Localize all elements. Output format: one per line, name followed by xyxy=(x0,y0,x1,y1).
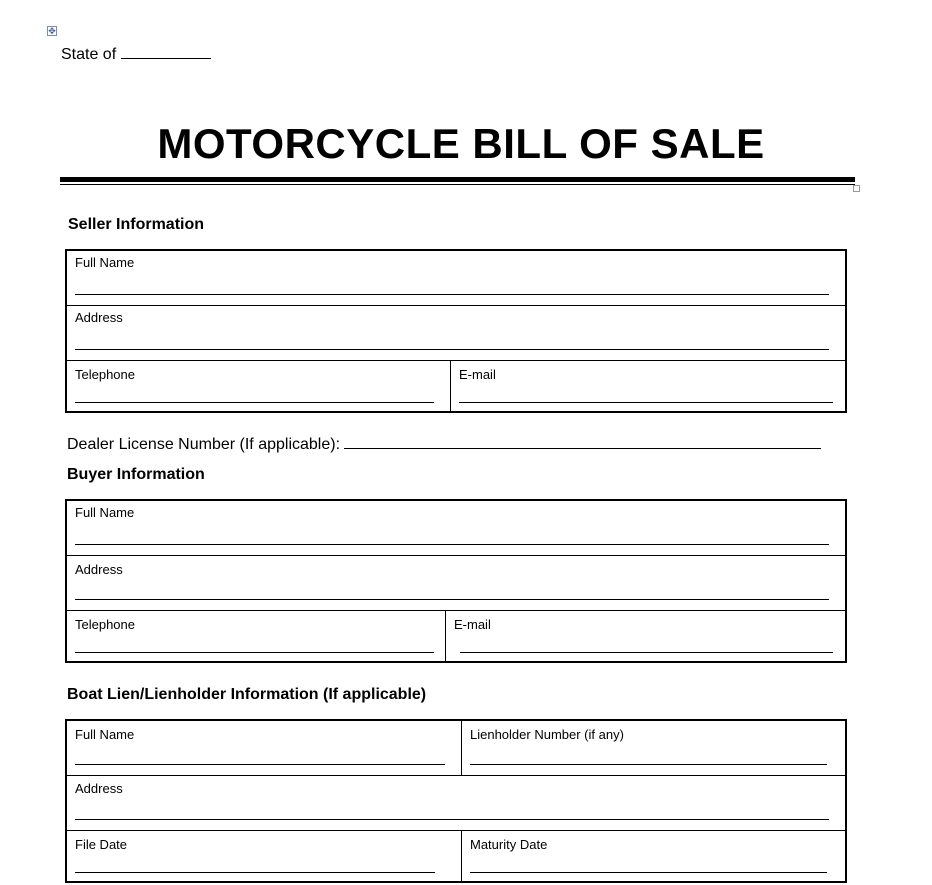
buyer-telephone-cell[interactable] xyxy=(67,611,445,663)
lien-address-label: Address xyxy=(75,781,123,796)
buyer-address-line xyxy=(75,599,829,600)
buyer-table xyxy=(65,499,847,663)
buyer-email-line xyxy=(460,652,833,653)
lien-number-line xyxy=(470,764,827,765)
buyer-full-name-cell[interactable] xyxy=(67,501,845,555)
lien-full-name-label: Full Name xyxy=(75,727,135,742)
seller-table xyxy=(65,249,847,413)
seller-row-contact xyxy=(67,361,845,413)
lien-table xyxy=(65,719,847,883)
lien-full-name-cell[interactable] xyxy=(67,721,461,775)
state-label: State of xyxy=(61,46,117,63)
lien-full-name-line xyxy=(75,764,445,765)
buyer-row-name xyxy=(67,501,845,556)
seller-full-name-label: Full Name xyxy=(75,255,135,270)
seller-address-cell[interactable] xyxy=(67,306,845,360)
resize-handle-icon[interactable] xyxy=(853,185,860,192)
buyer-row-address xyxy=(67,556,845,611)
lien-file-date-cell[interactable] xyxy=(67,831,461,883)
lien-heading: Boat Lien/Lienholder Information (If applicable) xyxy=(67,686,427,703)
seller-row-address xyxy=(67,306,845,361)
seller-row-name xyxy=(67,251,845,306)
buyer-email-label: E-mail xyxy=(454,617,491,632)
table-move-handle-icon[interactable]: ✥ xyxy=(48,26,56,36)
seller-full-name-cell[interactable] xyxy=(67,251,845,305)
dealer-license-line xyxy=(67,434,821,454)
lien-row-address xyxy=(67,776,845,831)
buyer-address-cell[interactable] xyxy=(67,556,845,610)
lien-number-label: Lienholder Number (if any) xyxy=(470,727,624,742)
lien-number-cell[interactable] xyxy=(461,721,845,775)
seller-telephone-cell[interactable] xyxy=(67,361,450,413)
buyer-heading: Buyer Information xyxy=(67,466,205,483)
buyer-telephone-line xyxy=(75,652,434,653)
state-blank[interactable] xyxy=(121,44,211,59)
lien-address-line xyxy=(75,819,829,820)
seller-address-line xyxy=(75,349,829,350)
seller-email-label: E-mail xyxy=(459,367,496,382)
seller-full-name-line xyxy=(75,294,829,295)
lien-maturity-date-cell[interactable] xyxy=(461,831,845,883)
seller-address-label: Address xyxy=(75,310,123,325)
dealer-license-blank[interactable] xyxy=(344,434,821,449)
lien-maturity-date-line xyxy=(470,872,827,873)
seller-email-line xyxy=(459,402,833,403)
seller-email-cell[interactable] xyxy=(450,361,845,413)
seller-heading: Seller Information xyxy=(68,216,205,233)
buyer-address-label: Address xyxy=(75,562,123,577)
title-rule-thick xyxy=(60,177,855,182)
lien-address-cell[interactable] xyxy=(67,776,845,830)
dealer-license-label: Dealer License Number (If applicable): xyxy=(67,436,341,453)
title-rule-thin xyxy=(60,184,855,185)
page-title: MOTORCYCLE BILL OF SALE xyxy=(157,120,765,167)
lien-file-date-line xyxy=(75,872,435,873)
lien-file-date-label: File Date xyxy=(75,837,128,852)
lien-row-dates xyxy=(67,831,845,883)
seller-telephone-line xyxy=(75,402,434,403)
buyer-row-contact xyxy=(67,611,845,663)
lien-row-name xyxy=(67,721,845,776)
lien-maturity-date-label: Maturity Date xyxy=(470,837,548,852)
buyer-telephone-label: Telephone xyxy=(75,617,135,632)
seller-telephone-label: Telephone xyxy=(75,367,135,382)
buyer-email-cell[interactable] xyxy=(445,611,845,663)
buyer-full-name-label: Full Name xyxy=(75,505,135,520)
state-line xyxy=(61,44,211,64)
buyer-full-name-line xyxy=(75,544,829,545)
